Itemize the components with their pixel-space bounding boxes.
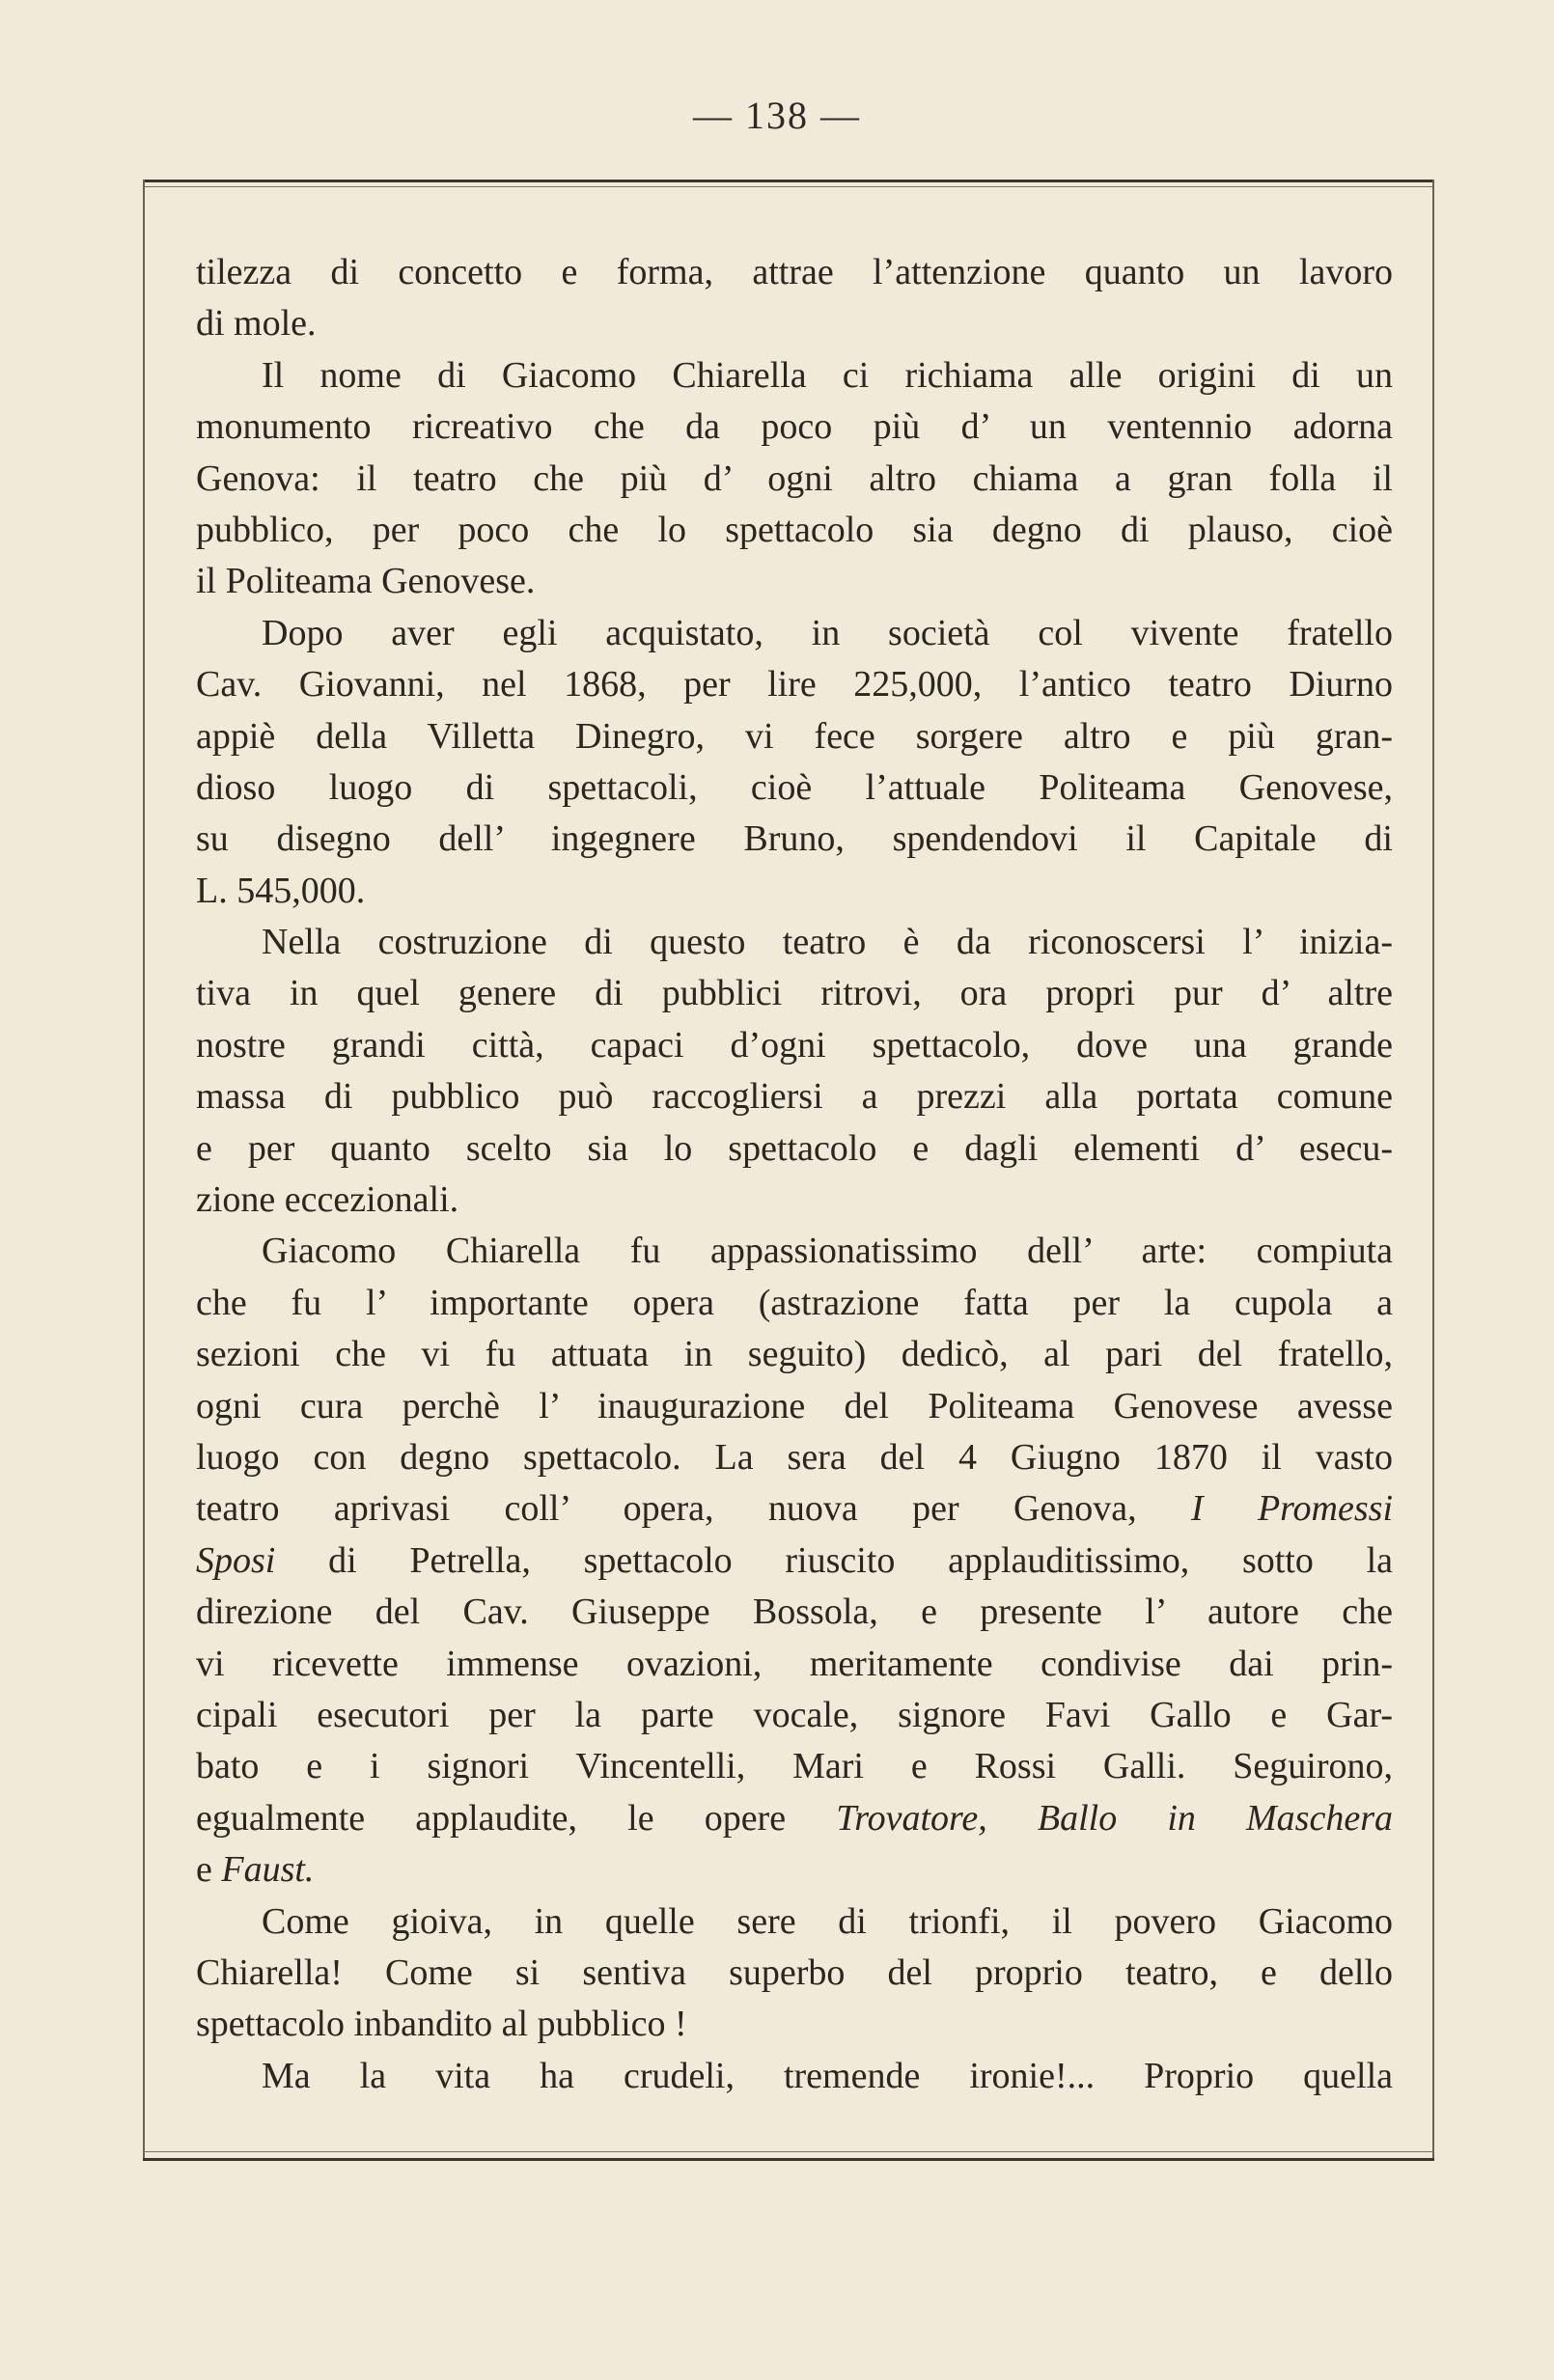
text-line: vi ricevette immense ovazioni, meritamente condivise dai prin- <box>196 1643 1393 1684</box>
text-line: il Politeama Genovese. <box>196 561 536 602</box>
text-line-segment: egualmente applaudite, le opere <box>196 1797 787 1839</box>
frame-top-thin-rule <box>143 186 1434 187</box>
text-line: su disegno dell’ ingegnere Bruno, spendendovi il Capitale di <box>196 818 1393 860</box>
text-line: Dopo aver egli acquistato, in società col vivente fratello <box>262 612 1393 653</box>
text-line-segment: di Petrella, spettacolo riuscito applauditissimo, sotto la <box>328 1539 1394 1581</box>
text-line: tiva in quel genere di pubblici ritrovi, ora propri pur d’ altre <box>196 973 1393 1014</box>
text-line <box>196 1793 1393 1844</box>
text-line: tilezza di concetto e forma, attrae l’attenzione quanto un lavoro <box>196 252 1393 292</box>
page-number: — 138 — <box>693 94 861 137</box>
frame-bottom-rule <box>143 2158 1434 2161</box>
text-line: cipali esecutori per la parte vocale, signore Favi Gallo e Gar- <box>196 1694 1393 1735</box>
body-text <box>196 247 1393 2102</box>
text-line: pubblico, per poco che lo spettacolo sia degno di plauso, cioè <box>196 509 1393 550</box>
text-line-segment: e <box>196 1849 212 1891</box>
text-line: direzione del Cav. Giuseppe Bossola, e presente l’ autore che <box>196 1591 1393 1633</box>
text-line: massa di pubblico può raccogliersi a prezzi alla portata comune <box>196 1076 1393 1118</box>
text-line <box>196 1844 1393 1896</box>
text-line-segment: teatro aprivasi coll’ opera, nuova per Genova, <box>196 1488 1137 1530</box>
text-line <box>196 1483 1393 1535</box>
frame-left-rule <box>143 180 145 2161</box>
text-line: appiè della Villetta Dinegro, vi fece sorgere altro e più gran- <box>196 715 1393 757</box>
text-line: Giacomo Chiarella fu appassionatissimo dell’ arte: compiuta <box>262 1231 1393 1272</box>
text-line: Genova: il teatro che più d’ ogni altro chiama a gran folla il <box>196 457 1393 499</box>
text-line: bato e i signori Vincentelli, Mari e Rossi Galli. Seguirono, <box>196 1746 1393 1787</box>
text-line: L. 545,000. <box>196 870 366 911</box>
text-line: Cav. Giovanni, nel 1868, per lire 225,000, l’antico teatro Diurno <box>196 664 1393 706</box>
text-line: che fu l’ importante opera (astrazione fatta per la cupola a <box>196 1282 1393 1323</box>
opera-title: Sposi <box>196 1539 276 1581</box>
text-line: Come gioiva, in quelle sere di trionfi, il povero Giacomo <box>262 1900 1393 1942</box>
text-line: Nella costruzione di questo teatro è da riconoscersi l’ inizia- <box>262 922 1393 963</box>
text-line <box>196 1536 1393 1587</box>
text-line: Ma la vita ha crudeli, tremende ironie!... Proprio quella <box>262 2055 1393 2096</box>
text-line: ogni cura perchè l’ inaugurazione del Politeama Genovese avesse <box>196 1385 1393 1426</box>
opera-title: I Promessi <box>1190 1488 1393 1530</box>
opera-titles: Trovatore, Ballo in Maschera <box>836 1797 1393 1839</box>
text-line: sezioni che vi fu attuata in seguito) dedicò, al pari del fratello, <box>196 1334 1393 1375</box>
text-line: e per quanto scelto sia lo spettacolo e dagli elementi d’ esecu- <box>196 1127 1393 1169</box>
text-line: Il nome di Giacomo Chiarella ci richiama alle origini di un <box>262 354 1393 396</box>
text-line: dioso luogo di spettacoli, cioè l’attuale Politeama Genovese, <box>196 766 1393 808</box>
frame-top-rule <box>143 180 1434 182</box>
text-line: spettacolo inbandito al pubblico ! <box>196 2004 687 2045</box>
text-line: luogo con degno spettacolo. La sera del 4 Giugno 1870 il vasto <box>196 1436 1393 1478</box>
text-line: monumento ricreativo che da poco più d’ un ventennio adorna <box>196 406 1393 448</box>
text-line: Chiarella! Come si sentiva superbo del proprio teatro, e dello <box>196 1951 1393 1993</box>
text-line: zione eccezionali. <box>196 1179 459 1221</box>
frame-right-rule <box>1432 180 1434 2161</box>
text-line: di mole. <box>196 303 317 345</box>
text-line: nostre grandi città, capaci d’ogni spettacolo, dove una grande <box>196 1024 1393 1065</box>
frame-bottom-thin-rule <box>143 2151 1434 2152</box>
opera-title: Faust. <box>221 1849 315 1891</box>
